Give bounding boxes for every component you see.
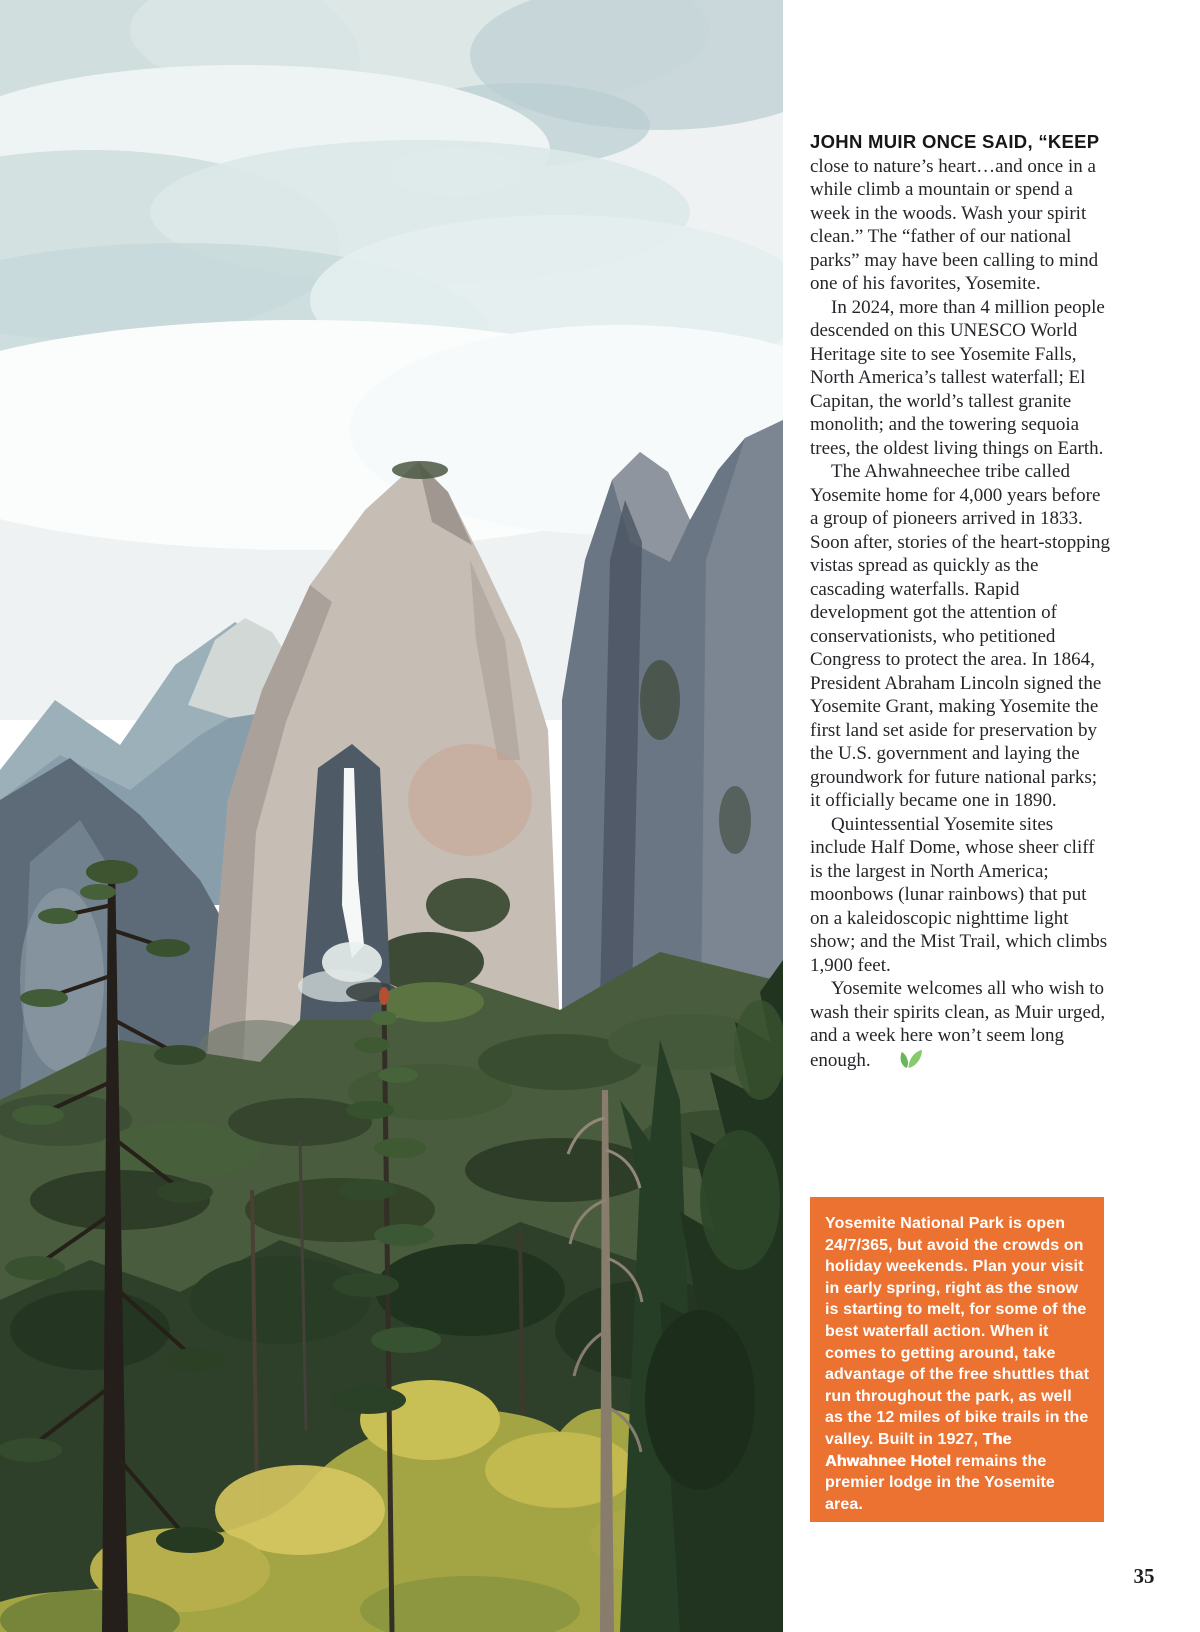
article-column [810,130,1110,1072]
leaf-sprout-icon [876,1048,922,1069]
article-intro-text: close to nature’s heart…and once in a while climb a mountain or spend a week in the woods. Wash your spirit clean.” The “father of our national parks” may have been calling to mind one of his favorites, Yosemite. [810,155,1099,294]
page-number: 35 [1133,1564,1155,1588]
article-paragraph-intro [810,130,1110,296]
tip-highlight-hotel: The Ahwahnee Hotel [825,1430,1012,1470]
travel-tip-box [810,1197,1104,1522]
article-closing-text: Yosemite welcomes all who wish to wash their spirits clean, as Muir urged, and a week here won’t seem long enough. [810,978,1106,1071]
article-lead-in: JOHN MUIR ONCE SAID, “KEEP [810,131,1100,152]
article-paragraph-closing [810,977,1110,1072]
article-paragraph: The Ahwahneechee tribe called Yosemite home for 4,000 years before a group of pioneers arrived in 1833. Soon after, stories of the heart-stopping vistas spread as quickly as the cascading waterfalls. Rapid development got the attention of conservationists, who petitioned Congress to protect the area. In 1864, President Abraham Lincoln signed the Yosemite Grant, making Yosemite the first land set aside for preservation by the U.S. government and laying the groundwork for future national parks; it officially became one in 1890. [810,461,1111,811]
tip-text-after: remains the premier lodge in the Yosemite area. [825,1452,1055,1513]
article-paragraph: In 2024, more than 4 million people descended on this UNESCO World Heritage site to see Yosemite Falls, North America’s tallest waterfall; El Capitan, the world’s tallest granite monolith; and the towering sequoia trees, the oldest living things on Earth. [810,296,1105,459]
tip-text-before: Yosemite National Park is open 24/7/365, but avoid the crowds on holiday weekends. Plan your visit in early spring, right as the snow is starting to melt, for some of the best waterfall action. When it comes to getting around, take advantage of the free shuttles that run throughout the park, as well as the 12 miles of bike trails in the valley. Built in 1927, [825,1215,1089,1448]
article-paragraph: Quintessential Yosemite sites include Half Dome, whose sheer cliff is the largest in North America; moonbows (lunar rainbows) that put on a kaleidoscopic nighttime light show; and the Mist Trail, which climbs 1,900 feet. [810,813,1108,976]
travel-tip-text [825,1213,1089,1515]
